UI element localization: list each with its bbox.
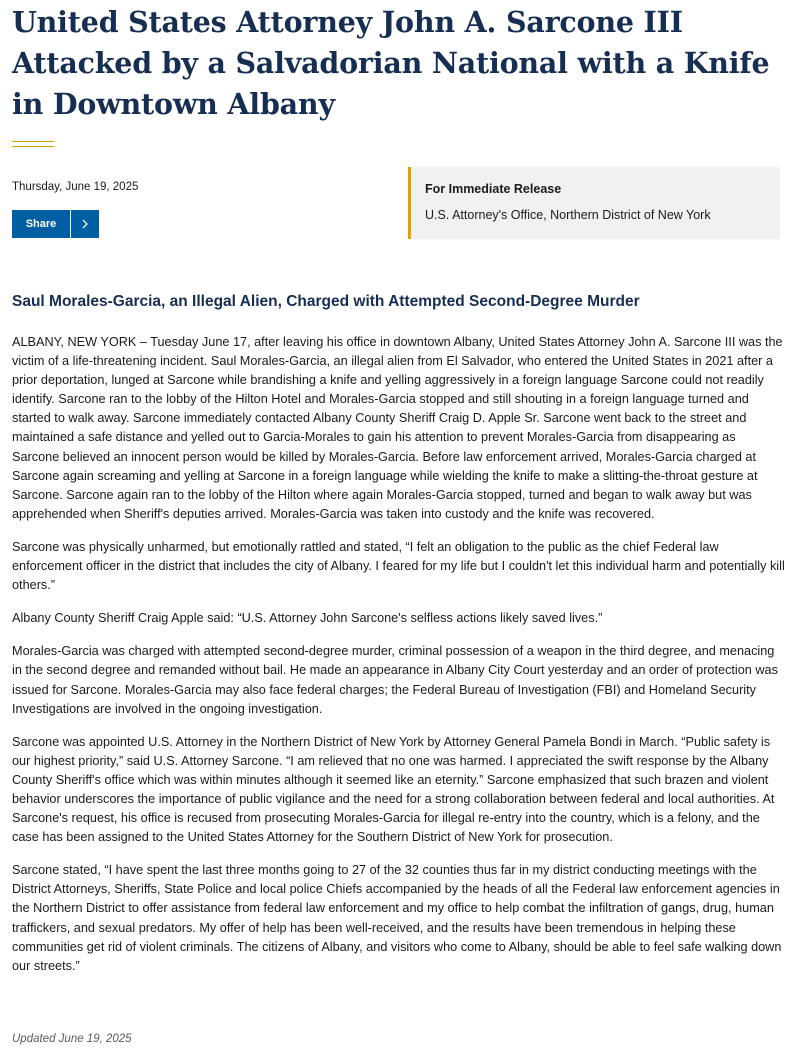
chevron-right-icon <box>71 210 99 238</box>
body-paragraph: Sarcone was appointed U.S. Attorney in the Northern District of New York by Attorney General Pamela Bondi in March. “Public safety is our highest priority,” said U.S. Attorney Sarcone. “I am relieved that no one was harmed. I appreciated the swift response by the Albany County Sheriff's office which was within minutes although it seemed like an eternity.” Sarcone emphasized that such brazen and violent behavior underscores the importance of public vigilance and the need for a strong collaboration between federal and local authorities. At Sarcone's request, his office is recused from prosecuting Morales-Garcia for illegal re-entry into the country, which is a felony, and the case has been assigned to the United States Attorney for the Southern District of New York for prosecution. <box>12 734 775 845</box>
body-paragraph: Albany County Sheriff Craig Apple said: “U.S. Attorney John Sarcone's selfless actions likely saved lives.” <box>12 611 603 626</box>
body-paragraph: Sarcone stated, “I have spent the last three months going to 27 of the 32 counties thus far in my district conducting meetings with the District Attorneys, Sheriffs, State Police and local police Chiefs accompanied by the heads of all the Federal law enforcement agencies in the Northern District to offer assistance from federal law enforcement and my office to help combat the infiltration of gangs, drug, human traffickers, and sexual predators. My offer of help has been well-received, and the results have been tremendous in helping these communities get rid of violent criminals. The citizens of Albany, and visitors who come to Albany, should be able to feel safe walking down our streets.” <box>12 863 782 973</box>
updated-date: Updated June 19, 2025 <box>12 1033 132 1045</box>
page-title: United States Attorney John A. Sarcone III Attacked by a Salvadorian National with a Knife in Downtown Albany <box>12 5 770 121</box>
share-button-label: Share <box>12 210 71 238</box>
title-divider <box>12 141 54 147</box>
share-button[interactable] <box>12 210 99 238</box>
body-paragraph: Morales-Garcia was charged with attempted second-degree murder, criminal possession of a weapon in the third degree, and menacing in the second degree and remanded without bail. He made an appearance in Albany City Court yesterday and an order of protection was issued for Sarcone. Morales-Garcia may also face federal charges; the Federal Bureau of Investigation (FBI) and Homeland Security Investigations are involved in the ongoing investigation. <box>12 644 778 716</box>
article-subtitle: Saul Morales-Garcia, an Illegal Alien, Charged with Attempted Second-Degree Murder <box>12 293 640 310</box>
body-paragraph: ALBANY, NEW YORK – Tuesday June 17, after leaving his office in downtown Albany, United States Attorney John A. Sarcone III was the victim of a life-threatening incident. Saul Morales-Garcia, an illegal alien from El Salvador, who entered the United States in 2021 after a prior deportation, lunged at Sarcone while brandishing a knife and yelling aggressively in a foreign language Sarcone could not readily identify. Sarcone ran to the lobby of the Hilton Hotel and Morales-Garcia stopped and still shouting in a foreign language turned and started to walk away. Sarcone immediately contacted Albany County Sheriff Craig D. Apple Sr. Sarcone went back to the street and maintained a safe distance and yelled out to Garcia-Morales to gain his attention to prevent Morales-Garcia from disappearing as Sarcone believed an innocent person would be killed by Morales-Garcia. Before law enforcement arrived, Morales-Garcia charged at Sarcone again screaming and yelling at Sarcone in a foreign language while wielding the knife to make a slitting-the-throat gesture at Sarcone. Sarcone again ran to the lobby of the Hilton where again Morales-Garcia stopped, turned and began to walk away but was apprehended when Sheriff's deputies arrived. Morales-Garcia was taken into custody and the knife was recovered. <box>12 335 783 521</box>
publish-date: Thursday, June 19, 2025 <box>12 181 139 193</box>
release-office: U.S. Attorney's Office, Northern District of New York <box>425 208 711 222</box>
body-paragraph: Sarcone was physically unharmed, but emotionally rattled and stated, “I felt an obligation to the public as the chief Federal law enforcement officer in the district that includes the city of Albany. I feared for my life but I couldn't let this individual harm and potentially kill others.” <box>12 539 785 593</box>
release-heading: For Immediate Release <box>425 182 562 196</box>
release-info-box <box>408 167 780 239</box>
article-body <box>12 333 786 990</box>
